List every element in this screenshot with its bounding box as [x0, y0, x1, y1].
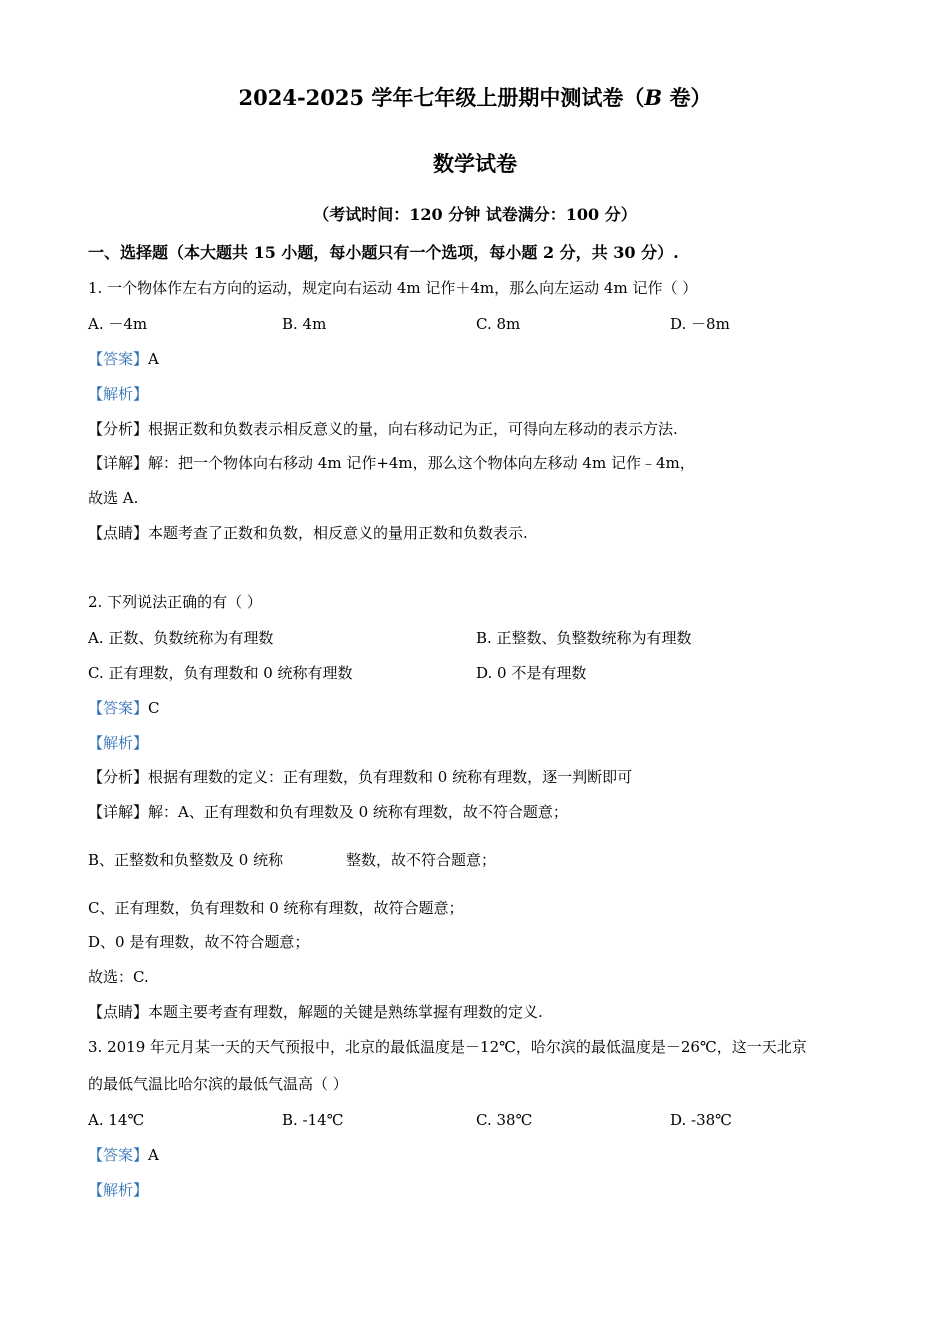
q2-line-d: D、0 是有理数，故不符合题意； — [88, 933, 310, 951]
exam-info: （考试时间：120 分钟 试卷满分：100 分） — [313, 205, 637, 224]
q1-fenxi: 【分析】根据正数和负数表示相反意义的量，向右移动记为正，可得向左移动的表示方法. — [88, 420, 678, 438]
q1-dianjing: 【点睛】本题考查了正数和负数，相反意义的量用正数和负数表示. — [88, 524, 528, 542]
q2-line-b-part1: B、正整数和负整数及 0 统称 — [88, 851, 284, 869]
q1-option-c: C. 8m — [476, 315, 521, 333]
exam-title: 2024-2025 学年七年级上册期中测试卷（B 卷） — [238, 85, 712, 110]
q2-dianjing: 【点睛】本题主要考查有理数，解题的关键是熟练掌握有理数的定义. — [88, 1003, 543, 1021]
q2-option-b: B. 正整数、负整数统称为有理数 — [476, 629, 692, 647]
q3-option-b: B. -14℃ — [282, 1111, 344, 1129]
q2-analysis-label: 【解析】 — [88, 734, 149, 752]
q1-xiangjie: 【详解】解：把一个物体向右移动 4m 记作+4m，那么这个物体向左移动 4m 记作﹣4m， — [88, 454, 695, 472]
subject-title: 数学试卷 — [433, 151, 517, 176]
q3-stem-line1: 3. 2019 年元月某一天的天气预报中，北京的最低温度是－12℃，哈尔滨的最低温度是－26℃，这一天北京 — [88, 1038, 807, 1056]
q1-option-a: A. －4m — [88, 315, 148, 333]
q1-option-b: B. 4m — [282, 315, 327, 333]
q2-option-c: C. 正有理数，负有理数和 0 统称有理数 — [88, 664, 353, 682]
q2-option-d: D. 0 不是有理数 — [476, 664, 587, 682]
q1-stem: 1. 一个物体作左右方向的运动，规定向右运动 4m 记作＋4m，那么向左运动 4m 记作（ ） — [88, 279, 698, 297]
answer-label: 【答案】 — [88, 1146, 149, 1164]
q2-line-c: C、正有理数，负有理数和 0 统称有理数，故符合题意； — [88, 899, 464, 917]
q2-fenxi: 【分析】根据有理数的定义：正有理数，负有理数和 0 统称有理数，逐一判断即可 — [88, 768, 633, 786]
q3-stem-line2: 的最低气温比哈尔滨的最低气温高（ ） — [88, 1075, 348, 1093]
q2-option-a: A. 正数、负数统称为有理数 — [88, 629, 274, 647]
q3-option-d: D. -38℃ — [670, 1111, 732, 1129]
q1-option-d: D. －8m — [670, 315, 730, 333]
q3-answer: 【答案】A — [88, 1146, 159, 1164]
q3-analysis-label: 【解析】 — [88, 1181, 149, 1199]
q1-analysis-label: 【解析】 — [88, 385, 149, 403]
q2-conclusion: 故选：C. — [88, 968, 149, 986]
section-heading: 一、选择题（本大题共 15 小题，每小题只有一个选项，每小题 2 分，共 30 分）. — [88, 243, 679, 262]
q1-conclusion: 故选 A. — [88, 489, 139, 507]
q3-option-c: C. 38℃ — [476, 1111, 533, 1129]
q3-option-a: A. 14℃ — [88, 1111, 145, 1129]
q2-stem: 2. 下列说法正确的有（ ） — [88, 593, 262, 611]
q2-xiangjie: 【详解】解：A、正有理数和负有理数及 0 统称有理数，故不符合题意； — [88, 803, 568, 821]
q2-line-b-part2: 整数，故不符合题意； — [346, 851, 497, 869]
answer-label: 【答案】 — [88, 699, 149, 717]
exam-title-b: B — [644, 85, 663, 110]
q1-answer: 【答案】A — [88, 350, 159, 368]
q2-answer: 【答案】C — [88, 699, 160, 717]
answer-label: 【答案】 — [88, 350, 149, 368]
